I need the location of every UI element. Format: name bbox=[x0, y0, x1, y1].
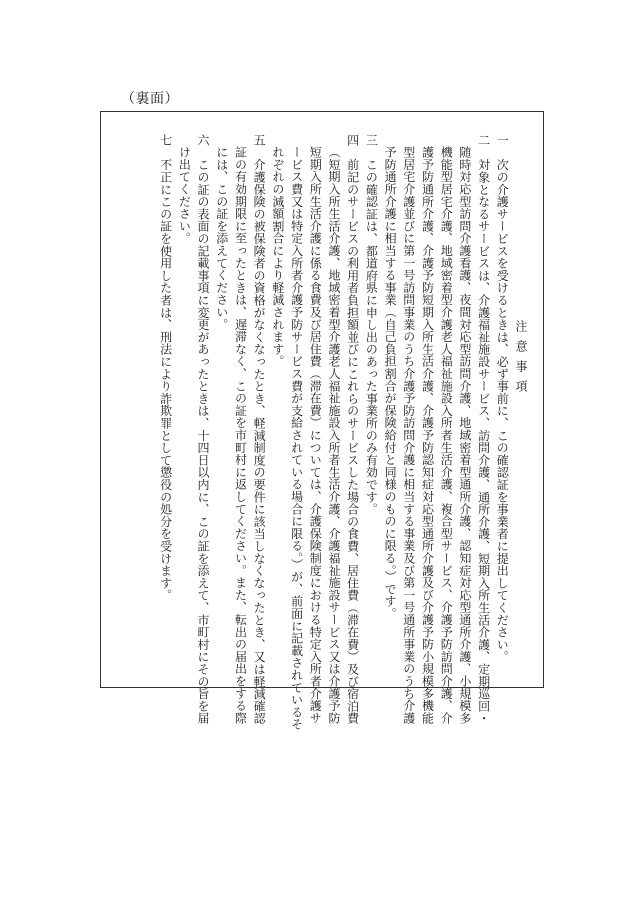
notes-item-5: 五 介護保険の被保険者の資格がなくなったとき、軽減制度の要件に該当しなくなったとき、又は軽減確認 bbox=[252, 134, 267, 725]
notes-item-7: 七 不正にこの証を使用した者は、刑法により詐欺罪として懲役の処分を受けます。 bbox=[158, 134, 173, 602]
notes-column bbox=[156, 134, 530, 731]
notes-item-4: 四 前記のサービスの利用者負担額並びにこれらのサービスした場合の食費、居住費（滞在費）及び宿泊費 bbox=[345, 134, 360, 725]
notes-title: 注意事項 bbox=[514, 320, 528, 400]
notes-item-2-cont: 予防通所介護に相当する事業（自己負担割合が保険給付と同様のものに限る。）です。 bbox=[383, 146, 398, 620]
notes-item-5-cont: 証の有効期限に至ったときは、遅滞なく、この証を市町村に返してください。また、転出の届出をする際 bbox=[233, 146, 248, 725]
notes-item-2-cont: 随時対応型訪問介護看護、夜間対応型訪問介護、地域密着型通所介護、認知症対応型通所介護、小規模多 bbox=[457, 146, 472, 725]
notes-frame bbox=[100, 111, 544, 731]
back-side-label: （裏面） bbox=[121, 91, 179, 107]
notes-item-2-cont: 護予防通所介護、介護予防短期入所生活介護、介護予防認知症対応型通所介護及び介護予防小規模多機能 bbox=[420, 146, 435, 725]
notes-item-4-cont: 短期入所生活介護に係る食費及び居住費（滞在費）については、介護保険制度における特定入所者介護サ bbox=[308, 146, 323, 725]
notes-item-5-cont: には、この証を添えてください。 bbox=[214, 146, 229, 331]
notes-item-1: 一 次の介護サービスを受けるときは、必ず事前に、この確認証を事業者に提出してください。 bbox=[495, 134, 510, 663]
notes-item-2: 二 対象となるサービスは、介護福祉施設サービス、訪問介護、通所介護、短期入所生活介護、定期巡回・ bbox=[476, 134, 491, 725]
notes-item-2-cont: 型居宅介護並びに第一号訪問事業のうち介護予防訪問介護に相当する事業及び第一号通所事業のうち介護 bbox=[401, 146, 416, 725]
notes-item-4-cont: （短期入所生活介護、地域密着型介護老人福祉施設入所者生活介護、介護福祉施設サービス又は介護予防 bbox=[326, 146, 341, 725]
notes-item-3: 三 この確認証は、都道府県に申し出のあった事業所のみ有効です。 bbox=[364, 134, 379, 516]
notes-item-6-cont: け出てください。 bbox=[177, 146, 192, 245]
notes-item-6: 六 この証の表面の記載事項に変更があったときは、十四日以内に、この証を添えて、市町村にその旨を届 bbox=[196, 134, 211, 725]
notes-item-4-cont: れぞれの減額割合により軽減されます。 bbox=[270, 146, 285, 368]
notes-item-4-cont: ービス費又は特定入所者介護予防サービス費が支給されている場合に限る。）が、前面に記載されているそ bbox=[289, 146, 304, 731]
notes-item-2-cont: 機能型居宅介護、地域密着型介護老人福祉施設入所者生活介護、複合型サービス、介護予防訪問介護、介 bbox=[439, 146, 454, 725]
